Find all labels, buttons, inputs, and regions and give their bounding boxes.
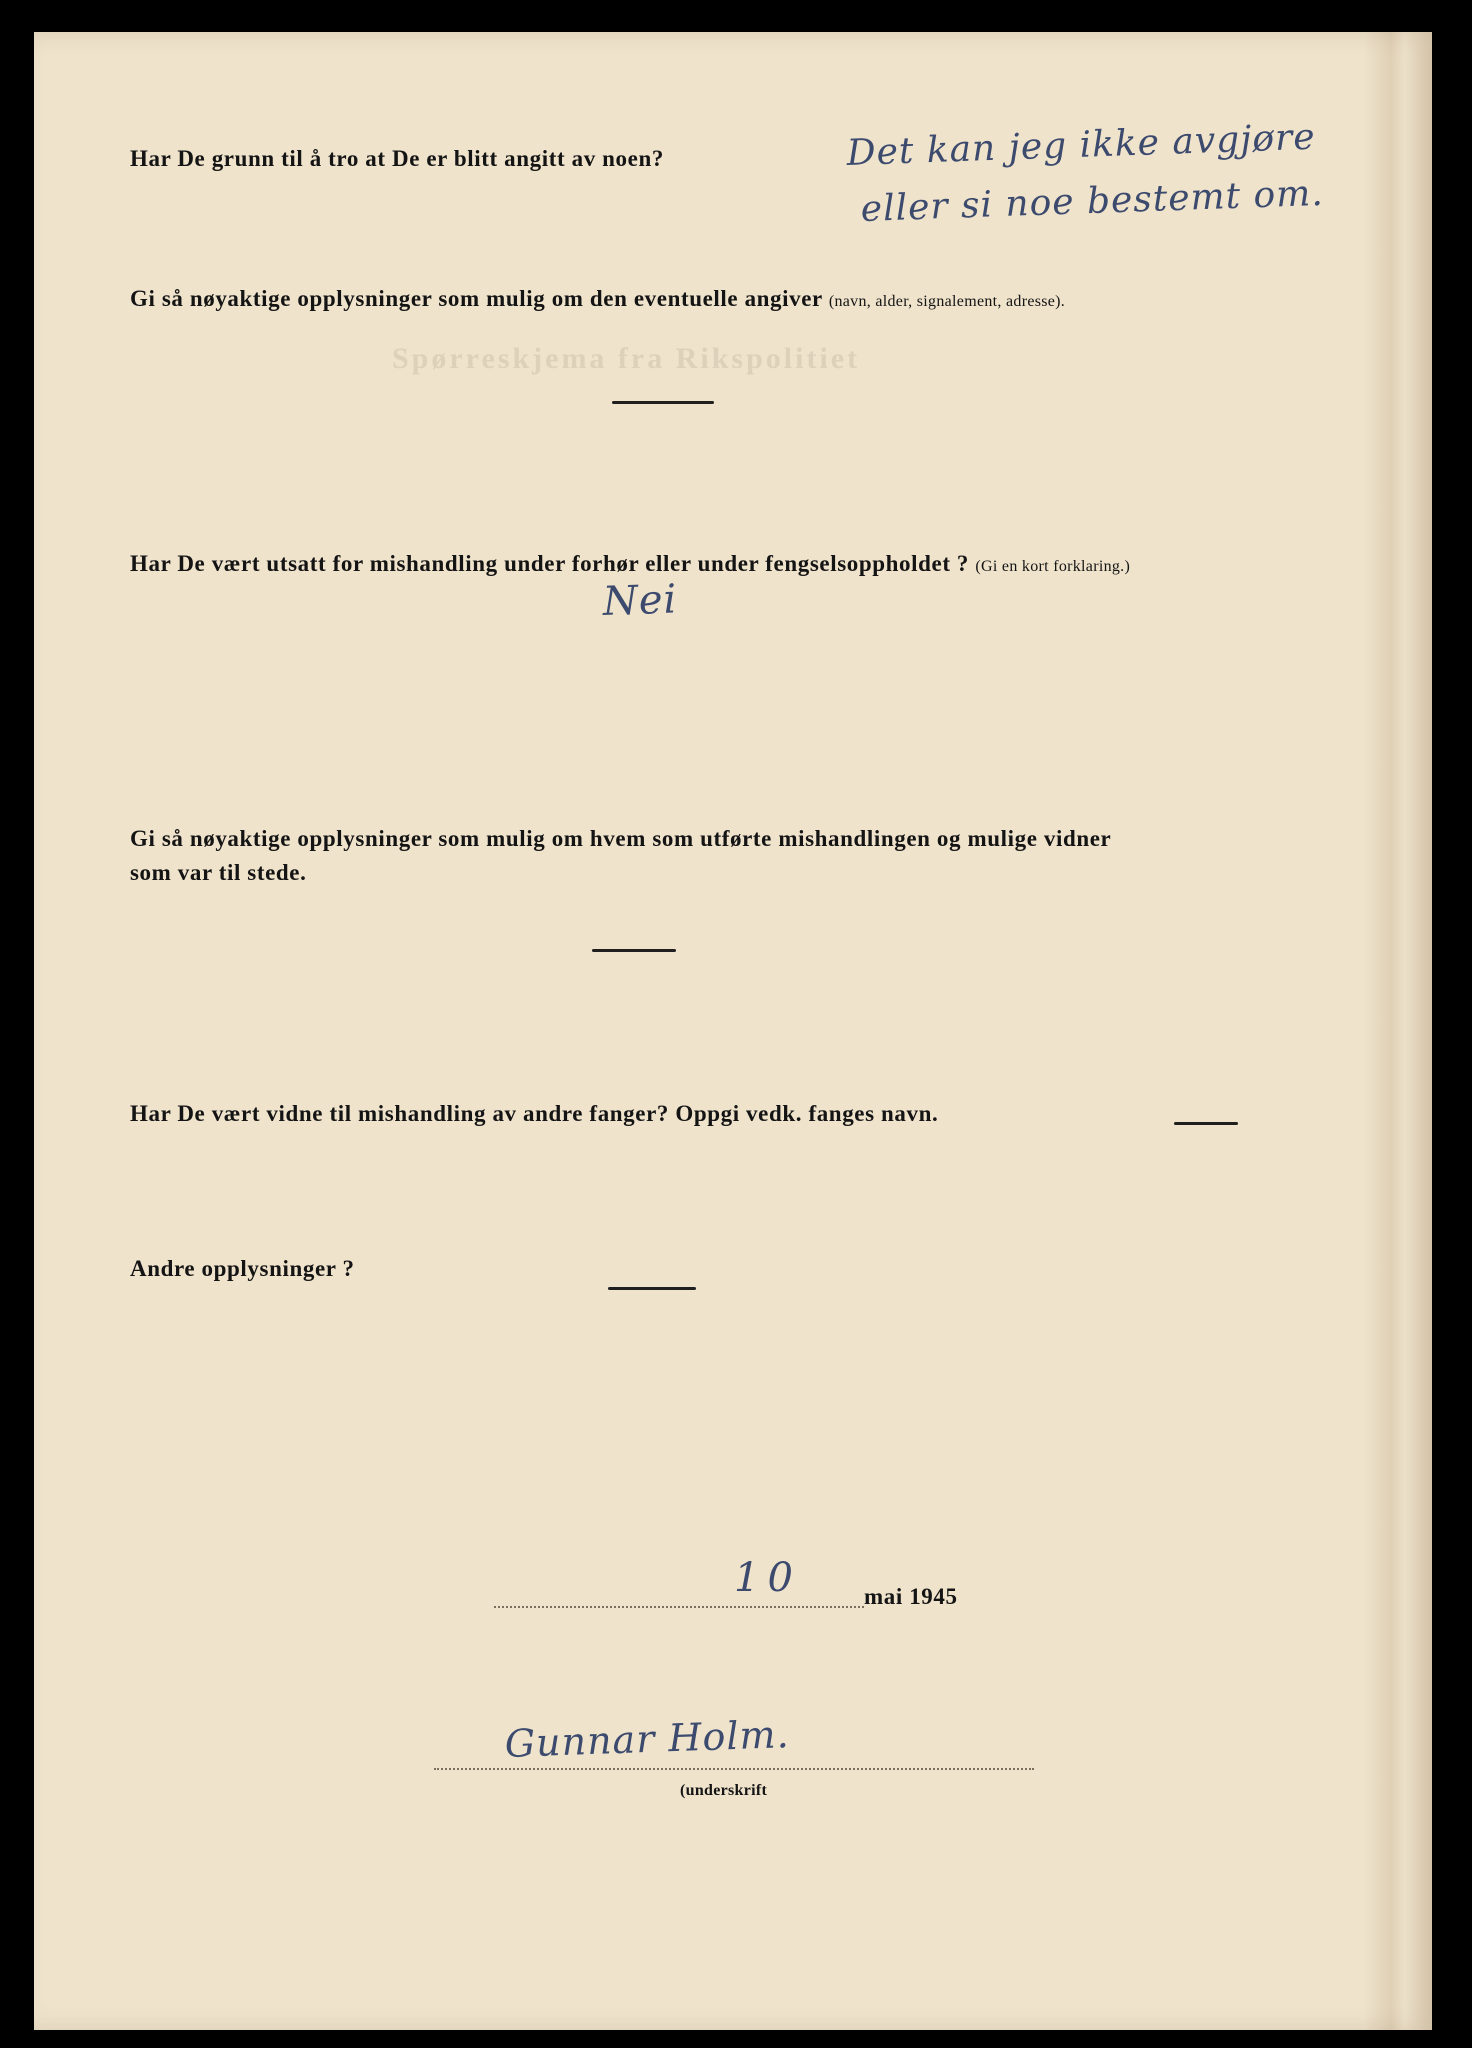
date-day: 10 xyxy=(734,1555,801,1601)
answer-hvem-utforte-dash xyxy=(592,949,676,952)
answer-angiver-dash xyxy=(612,401,714,404)
answer-angitt-line1: Det kan jeg ikke avgjøre xyxy=(846,116,1317,174)
question-hvem-utforte-line1: Gi så nøyaktige opplysninger som mulig om hvem som utførte mishandlingen og mulige vidner xyxy=(130,826,1112,851)
question-angiver-hint: (navn, alder, signalement, adresse). xyxy=(828,293,1066,310)
answer-vidne-dash xyxy=(1174,1122,1238,1125)
question-angiver-details xyxy=(130,282,1065,319)
answer-andre-dash xyxy=(608,1287,696,1290)
question-angiver-text: Gi så nøyaktige opplysninger som mulig om den eventuelle angiver xyxy=(130,286,823,311)
question-angitt: Har De grunn til å tro at De er blitt angitt av noen? xyxy=(130,146,664,171)
answer-mishandling: Nei xyxy=(601,576,678,625)
signature: Gunnar Holm. xyxy=(504,1712,791,1766)
document-page xyxy=(34,32,1432,2030)
question-andre-opplysninger: Andre opplysninger ? xyxy=(130,1256,355,1281)
date-day-line xyxy=(494,1606,864,1608)
page-fold-shadow xyxy=(1364,32,1432,2030)
question-hvem-utforte-line2: som var til stede. xyxy=(130,860,307,885)
signature-caption: (underskrift xyxy=(680,1782,768,1799)
bleed-through-text: Spørreskjema fra Rikspolitiet xyxy=(392,342,861,375)
signature-line xyxy=(434,1768,1034,1770)
date-month-year: mai 1945 xyxy=(864,1584,958,1609)
question-vidne: Har De vært vidne til mishandling av andre fanger? Oppgi vedk. fanges navn. xyxy=(130,1101,939,1126)
answer-angitt-line2: eller si noe bestemt om. xyxy=(860,172,1325,230)
question-mishandling-text: Har De vært utsatt for mishandling under forhør eller under fengselsoppholdet ? xyxy=(130,551,970,576)
question-mishandling-hint: (Gi en kort forklaring.) xyxy=(975,558,1131,575)
